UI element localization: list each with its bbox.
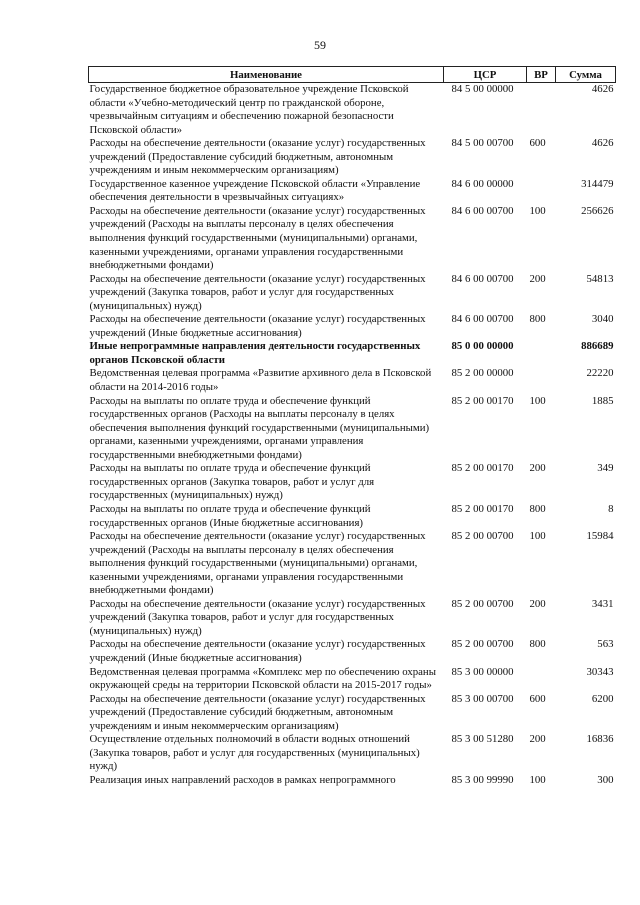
table-row	[89, 205, 616, 273]
row-csr: 85 2 00 00700	[451, 638, 514, 651]
table-row	[89, 733, 616, 774]
row-name: Государственное бюджетное образовательное учреждение Псковской области «Учебно-методический центр по гражданской обороне, чрезвычайным ситуациям и обеспечению пожарной безопасности Псковской области»	[89, 83, 409, 136]
row-sum: 256626	[581, 204, 614, 217]
row-name: Расходы на обеспечение деятельности (оказание услуг) государственных учреждений (Расходы на выплаты персоналу в целях обеспечения выполнения функций государственными (муниципальными) органами, казенными учреждениями, органами управления государственными внебюджетными фондами)	[89, 204, 426, 272]
row-name: Расходы на обеспечение деятельности (оказание услуг) государственных учреждений (Закупка товаров, работ и услуг для государственных (муниципальных) нужд)	[89, 272, 426, 312]
row-name: Расходы на выплаты по оплате труда и обеспечение функций государственных органов (Иные бюджетные ассигнования)	[89, 502, 371, 529]
header-name: Наименование	[89, 67, 444, 83]
header-row	[89, 67, 616, 83]
row-vr: 200	[529, 733, 546, 746]
row-sum: 314479	[581, 177, 614, 190]
row-name: Реализация иных направлений расходов в рамках непрограммного	[89, 773, 396, 786]
row-vr	[527, 666, 556, 693]
table-row	[89, 530, 616, 598]
row-sum: 6200	[591, 692, 614, 705]
row-name: Расходы на обеспечение деятельности (оказание услуг) государственных учреждений (Предоставление субсидий бюджетным, автономным учреждениям и иным некоммерческим организациям)	[89, 692, 426, 732]
row-sum: 300	[597, 773, 614, 786]
row-vr: 200	[529, 272, 546, 285]
row-name: Ведомственная целевая программа «Развитие архивного дела в Псковской области на 2014-2016 годы»	[89, 367, 432, 394]
row-csr: 84 6 00 00700	[451, 204, 514, 217]
row-csr: 84 5 00 00700	[451, 137, 514, 150]
row-vr: 800	[529, 502, 546, 515]
table-row	[89, 367, 616, 394]
row-sum: 4626	[591, 137, 614, 150]
row-vr	[527, 83, 556, 138]
row-vr: 600	[529, 137, 546, 150]
row-csr: 85 2 00 00700	[451, 597, 514, 610]
row-csr: 85 0 00 00000	[451, 340, 514, 353]
table-row	[89, 273, 616, 314]
row-name: Расходы на обеспечение деятельности (оказание услуг) государственных учреждений (Предоставление субсидий бюджетным, автономным учреждениям и иным некоммерческим организациям)	[89, 137, 426, 177]
row-csr: 85 2 00 00700	[451, 530, 514, 543]
row-vr: 600	[529, 692, 546, 705]
row-vr: 100	[529, 394, 546, 407]
row-vr: 100	[529, 530, 546, 543]
row-sum: 3431	[591, 597, 614, 610]
row-vr: 100	[529, 204, 546, 217]
row-sum: 30343	[586, 665, 614, 678]
row-sum: 8	[608, 502, 614, 515]
row-csr: 84 6 00 00700	[451, 272, 514, 285]
row-vr: 200	[529, 597, 546, 610]
row-vr	[527, 178, 556, 205]
row-name: Государственное казенное учреждение Псковской области «Управление обеспечения деятельности в чрезвычайных ситуациях»	[89, 177, 421, 204]
row-name: Расходы на обеспечение деятельности (оказание услуг) государственных учреждений (Иные бюджетные ассигнования)	[89, 313, 426, 339]
table-row	[89, 178, 616, 205]
row-sum: 886689	[581, 340, 614, 353]
page-number: 59	[314, 38, 326, 52]
row-sum: 563	[597, 638, 614, 651]
row-vr	[527, 340, 556, 367]
row-csr: 85 3 00 99990	[451, 773, 514, 786]
row-csr: 85 2 00 00170	[451, 502, 514, 515]
row-sum: 15984	[586, 530, 614, 543]
table-row	[89, 638, 616, 665]
row-name: Расходы на обеспечение деятельности (оказание услуг) государственных учреждений (Иные бюджетные ассигнования)	[89, 638, 426, 664]
table-row	[89, 693, 616, 734]
table-row	[89, 137, 616, 178]
row-vr: 800	[529, 638, 546, 651]
row-csr: 85 3 00 51280	[451, 733, 514, 746]
table-row	[89, 503, 616, 530]
row-vr: 200	[529, 462, 546, 475]
table-row	[89, 666, 616, 693]
table-row	[89, 774, 616, 788]
table-row	[89, 83, 616, 138]
table-row	[89, 462, 616, 503]
row-csr: 85 2 00 00000	[451, 367, 514, 380]
row-name: Иные непрограммные направления деятельности государственных органов Псковской области	[89, 340, 421, 366]
row-sum: 3040	[591, 313, 614, 326]
header-vr: ВР	[527, 67, 556, 83]
row-name: Ведомственная целевая программа «Комплекс мер по обеспечению охраны окружающей среды на территории Псковской области на 2015-2017 годы»	[89, 665, 436, 692]
row-sum: 4626	[591, 83, 614, 95]
row-sum: 349	[597, 462, 614, 475]
row-name: Расходы на выплаты по оплате труда и обеспечение функций государственных органов (Закупка товаров, работ и услуг для государственных (муниципальных) нужд)	[89, 462, 375, 502]
table-row	[89, 340, 616, 367]
row-sum: 54813	[586, 272, 614, 285]
row-vr: 100	[529, 773, 546, 786]
row-csr: 85 3 00 00700	[451, 692, 514, 705]
row-name: Осуществление отдельных полномочий в области водных отношений (Закупка товаров, работ и услуг для государственных (муниципальных) нужд)	[89, 733, 420, 773]
header-sum: Сумма	[556, 67, 616, 83]
row-name: Расходы на обеспечение деятельности (оказание услуг) государственных учреждений (Закупка товаров, работ и услуг для государственных (муниципальных) нужд)	[89, 597, 426, 637]
row-csr: 84 6 00 00700	[451, 313, 514, 326]
row-sum: 22220	[586, 367, 614, 380]
row-vr: 800	[529, 313, 546, 326]
row-csr: 85 2 00 00170	[451, 462, 514, 475]
row-csr: 85 3 00 00000	[451, 665, 514, 678]
row-sum: 16836	[586, 733, 614, 746]
row-csr: 84 5 00 00000	[451, 83, 514, 95]
row-csr: 84 6 00 00000	[451, 177, 514, 190]
budget-table	[88, 66, 616, 787]
table-row	[89, 395, 616, 463]
row-sum: 1885	[591, 394, 614, 407]
row-csr: 85 2 00 00170	[451, 394, 514, 407]
table-row	[89, 598, 616, 639]
row-name: Расходы на обеспечение деятельности (оказание услуг) государственных учреждений (Расходы на выплаты персоналу в целях обеспечения выполнения функций государственными (муниципальными) органами, казенными учреждениями, органами управления государственными внебюджетными фондами)	[89, 530, 426, 597]
header-csr: ЦСР	[444, 67, 527, 83]
table-row	[89, 313, 616, 340]
row-vr	[527, 367, 556, 394]
row-name: Расходы на выплаты по оплате труда и обеспечение функций государственных органов (Расходы на выплаты персоналу в целях обеспечения выполнения функций государственными (муниципальными) органами, казенными учреждениями, органами управления государственными внебюджетными фондами)	[89, 394, 430, 461]
